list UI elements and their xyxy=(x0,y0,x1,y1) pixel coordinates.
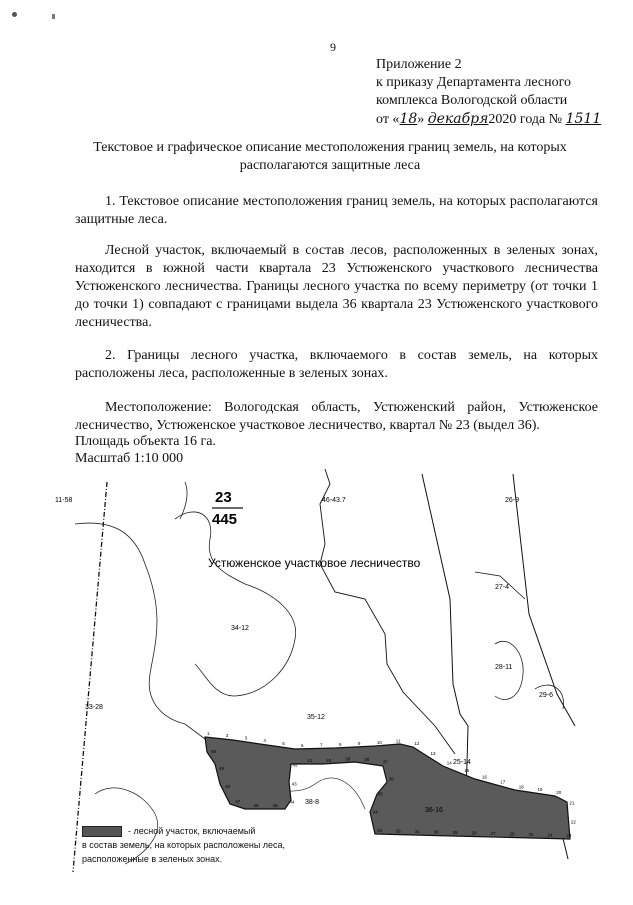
legend-swatch xyxy=(82,826,122,837)
scan-spot xyxy=(12,12,17,17)
boundary-point-number: 23 xyxy=(566,832,572,838)
appendix-line: Приложение 2 xyxy=(376,57,462,72)
boundary-point-number: 27 xyxy=(490,830,496,836)
handwritten-number: 1511 xyxy=(565,111,602,127)
boundary-point-number: 11 xyxy=(395,738,401,744)
legend-text: - лесной участок, включаемый xyxy=(128,826,256,836)
legend-text: в состав земель, на которых расположены леса, xyxy=(82,840,286,850)
boundary-point-number: 9 xyxy=(357,741,361,746)
boundary-point-number: 46 xyxy=(253,803,259,808)
boundary-point-number: 50 xyxy=(211,749,217,755)
quarter-boundary xyxy=(73,482,107,872)
plot-label: 29-6 xyxy=(539,692,554,699)
plot-label: 26-9 xyxy=(505,497,520,504)
boundary-point-number: 31 xyxy=(414,829,420,834)
area-text: Площадь объекта 16 га. xyxy=(75,434,216,449)
boundary-point-number: 47 xyxy=(235,799,241,805)
appendix-line: к приказу Департамента лесного xyxy=(376,75,572,90)
forestry-name: Устюженское участковое лесничество xyxy=(208,556,421,570)
appendix-header xyxy=(376,56,601,129)
handwritten-month: декабря xyxy=(427,111,489,127)
boundary-point-number: 25 xyxy=(528,831,534,837)
boundary-point-number: 24 xyxy=(547,832,553,838)
boundary-point-number: 8 xyxy=(339,741,342,747)
plot-label: 38-8 xyxy=(305,799,320,806)
boundary-point-number: 40 xyxy=(326,757,332,763)
legend-row xyxy=(82,824,285,838)
road-line xyxy=(320,469,455,754)
appendix-line: комплекса Вологодской области xyxy=(376,93,568,108)
quarter-number: 23 xyxy=(215,489,232,506)
plot-label: 34-12 xyxy=(231,625,249,632)
boundary-point-number: 29 xyxy=(452,829,458,835)
map-svg xyxy=(55,464,583,872)
plot-label: 27-4 xyxy=(495,584,510,591)
boundary-point-number: 49 xyxy=(219,766,225,772)
boundary-point-number: 18 xyxy=(518,784,524,790)
boundary-point-number: 5 xyxy=(282,740,285,746)
boundary-point-number: 26 xyxy=(509,831,515,837)
boundary-point-number: 20 xyxy=(556,789,562,795)
section2-heading: 2. Границы лесного участка, включаемого в состав земель, на которых расположены леса, расположенные в зеленых зонах. xyxy=(75,348,598,381)
boundary-point-number: 37 xyxy=(382,759,388,765)
appendix-date: от «18» декабря2020 года № 1511 xyxy=(376,111,602,127)
boundary-point-number: 34 xyxy=(372,809,378,815)
section1-body: Лесной участок, включаемый в состав лесов, расположенных в зеленых зонах, находится в южной части квартала 23 Устюженского участкового лесничества Устюженского лесничества. Границы лесного участка по всему периметру (от точки 1 до точки 1) совпадают с границами выдела 36 квартала 23 Устюженского участкового лесничества. xyxy=(75,243,598,330)
boundary-point-number: 35 xyxy=(377,791,383,797)
boundary-point-number: 43 xyxy=(291,781,297,787)
boundary-point-number: 6 xyxy=(301,742,304,748)
boundary-point-number: 32 xyxy=(395,828,401,834)
boundary-point-number: 4 xyxy=(263,738,266,744)
boundary-point-number: 12 xyxy=(414,740,420,746)
boundary-point-number: 19 xyxy=(537,787,543,793)
quarter-area: 445 xyxy=(212,511,238,528)
handwritten-day: 18 xyxy=(399,111,418,127)
boundary-point-number: 16 xyxy=(482,774,488,780)
plot-label: 33-28 xyxy=(85,704,103,711)
location-text: Местоположение: Вологодская область, Устюженский район, Устюженское лесничество, Устюженское участковое лесничество, квартал № 23 (выдел 36). xyxy=(75,400,598,433)
plot-labels xyxy=(55,497,553,814)
boundary-point-number: 45 xyxy=(272,803,278,808)
contour-line xyxy=(175,512,296,696)
map-legend xyxy=(82,824,285,866)
section1-heading: 1. Текстовое описание местоположения границ земель, на которых располагаются защитные леса. xyxy=(75,194,598,227)
boundary-point-number: 1 xyxy=(207,731,210,736)
boundary-point-number: 33 xyxy=(377,827,383,833)
scan-spot xyxy=(52,14,55,19)
boundary-point-number: 36 xyxy=(388,776,394,782)
plot-boundary xyxy=(513,474,575,726)
boundary-point-number: 44 xyxy=(289,799,295,805)
boundary-point-number: 48 xyxy=(225,784,231,789)
boundary-point-number: 30 xyxy=(433,829,439,835)
boundary-point-number: 15 xyxy=(464,767,470,773)
plot-label: 46-43.7 xyxy=(322,497,346,504)
plot-label: 28-11 xyxy=(495,664,513,671)
boundary-point-number: 38 xyxy=(364,757,370,762)
plot-label: 35-12 xyxy=(307,714,325,721)
legend-text: расположенные в зеленых зонах. xyxy=(82,854,223,864)
document-title: Текстовое и графическое описание местоположения границ земель, на которых располагаются защитные леса xyxy=(93,140,567,173)
boundary-point-number: 28 xyxy=(471,830,477,836)
boundary-point-number: 17 xyxy=(500,779,506,785)
plot-label: 25-14 xyxy=(453,759,471,766)
plot-label: 11-58 xyxy=(55,497,73,504)
boundary-point-number: 7 xyxy=(320,742,323,748)
boundary-point-number: 39 xyxy=(345,756,351,762)
plot-label: 36-16 xyxy=(425,807,443,814)
boundary-point-number: 2 xyxy=(225,733,229,738)
boundary-point-number: 13 xyxy=(430,750,436,756)
page-number: 9 xyxy=(330,40,336,54)
boundary-point-number: 21 xyxy=(569,800,575,806)
boundary-point-number: 3 xyxy=(244,735,248,741)
boundary-point-number: 10 xyxy=(376,740,382,745)
boundary-point-number: 41 xyxy=(307,758,313,763)
scale-text: Масштаб 1:10 000 xyxy=(75,451,184,466)
boundary-point-number: 22 xyxy=(570,819,576,825)
boundary-point-number: 14 xyxy=(446,760,452,766)
forest-map xyxy=(55,464,583,872)
boundary-point-number: 42 xyxy=(292,762,298,768)
